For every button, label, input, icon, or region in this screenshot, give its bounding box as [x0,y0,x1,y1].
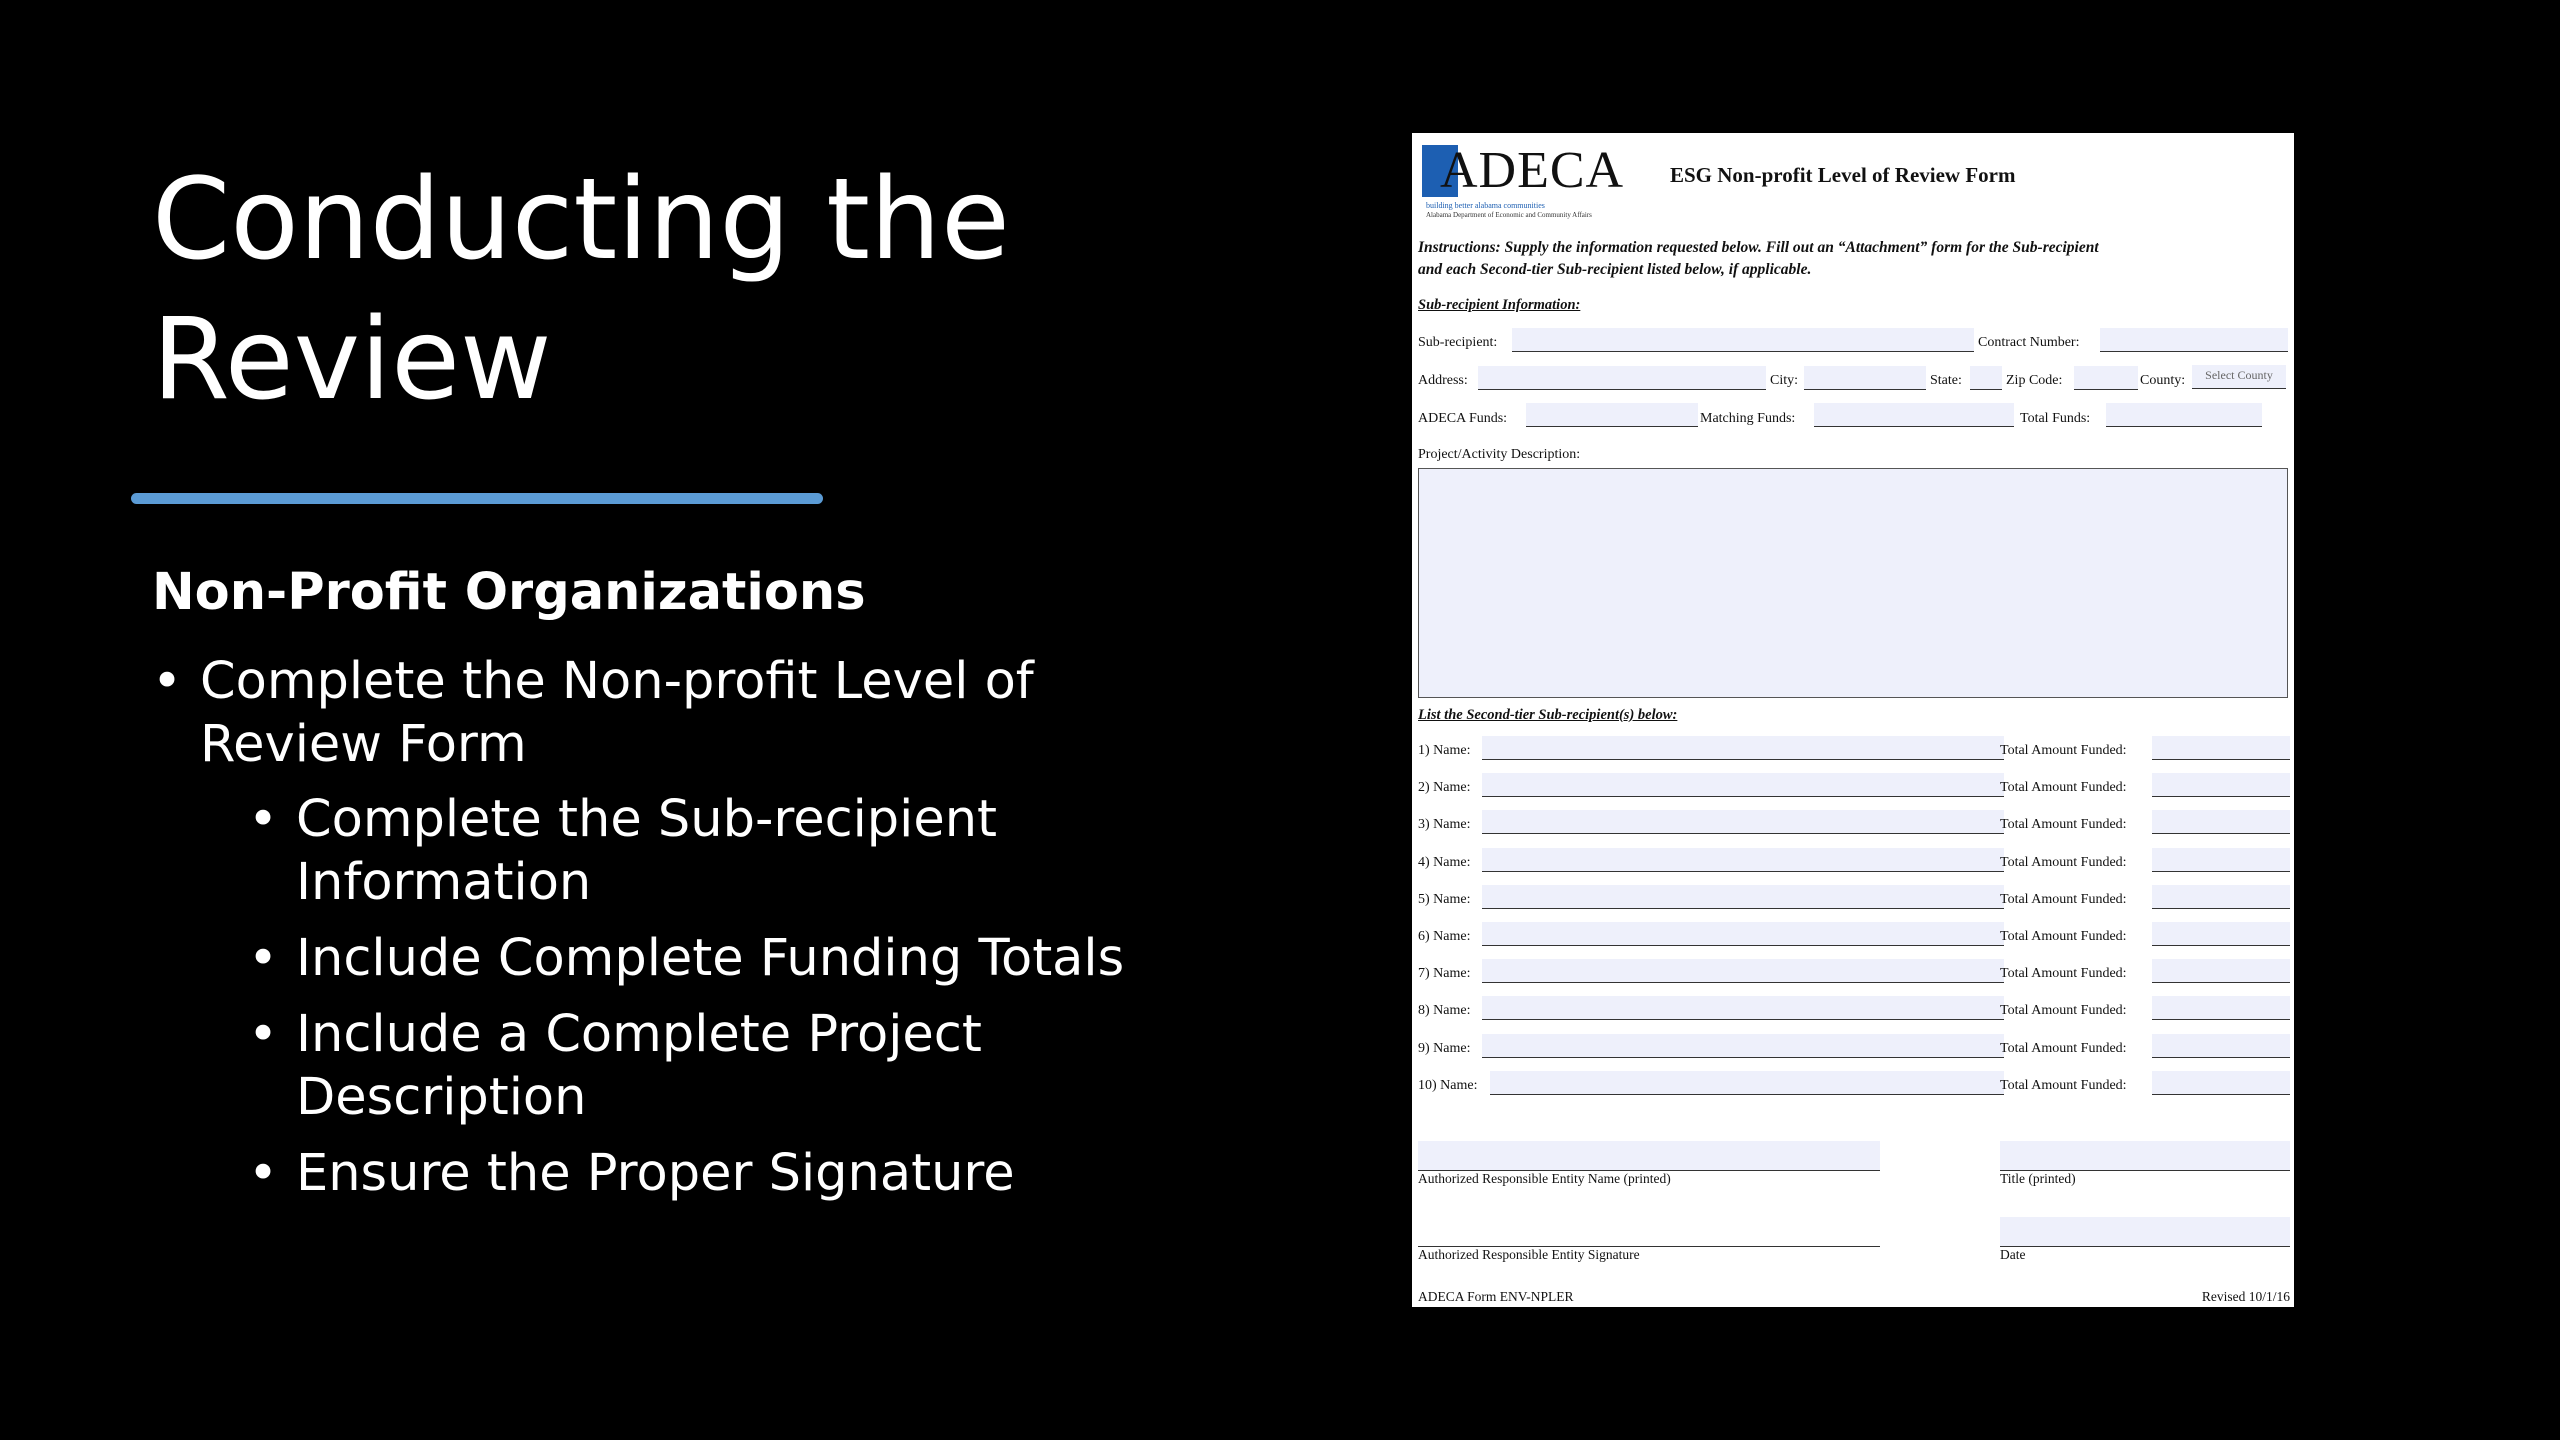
sub-bullet-text: • Include Complete Funding Totals [296,929,1125,988]
second-tier-name-label: 8) Name: [1418,1003,1471,1019]
sub-bullet-text: • Ensure the Proper Signature [296,1144,1015,1203]
matching-funds-field[interactable] [1814,403,2014,427]
instructions-line: Instructions: Supply the information requested below. Fill out an “Attachment” form for the Sub-recipient [1418,239,2099,256]
second-tier-name-label: 10) Name: [1418,1077,1478,1093]
state-field[interactable] [1970,366,2002,390]
subrecipient-field[interactable] [1512,328,1974,352]
second-tier-name-field[interactable] [1482,922,2004,946]
total-amount-funded-label: Total Amount Funded: [2000,1077,2127,1093]
second-tier-name-label: 3) Name: [1418,817,1471,833]
total-amount-funded-field[interactable] [2152,773,2290,797]
city-field[interactable] [1804,366,1926,390]
instructions-line: and each Second-tier Sub-recipient listed below, if applicable. [1418,261,1812,278]
slide-title [152,150,1152,430]
slide-subheading: Non-Profit Organizations [152,563,866,622]
subrecipient-label: Sub-recipient: [1418,335,1498,350]
adeca-logo-tagline: building better alabama communities [1426,201,1545,210]
total-amount-funded-field[interactable] [2152,848,2290,872]
form-id-footer: ADECA Form ENV-NPLER [1418,1289,1574,1304]
review-form-image [1412,133,2294,1307]
address-field[interactable] [1478,366,1766,390]
total-funds-label: Total Funds: [2020,411,2091,426]
second-tier-name-field[interactable] [1482,959,2004,983]
total-amount-funded-field[interactable] [2152,996,2290,1020]
zip-code-label: Zip Code: [2006,373,2063,388]
second-tier-name-label: 1) Name: [1418,743,1471,758]
entity-name-label: Authorized Responsible Entity Name (printed) [1418,1171,1671,1186]
contract-number-label: Contract Number: [1978,335,2080,350]
total-amount-funded-field[interactable] [2152,959,2290,983]
county-label: County: [2140,373,2186,388]
sub-bullet-item [248,1003,1152,1129]
section-subrecipient-heading: Sub-recipient Information: [1418,297,1581,313]
second-tier-name-field[interactable] [1482,810,2004,834]
second-tier-name-label: 9) Name: [1418,1040,1471,1056]
signature-field[interactable] [1418,1217,1880,1247]
bullet-item [152,650,1152,776]
total-amount-funded-label: Total Amount Funded: [2000,817,2127,833]
title-field[interactable] [2000,1141,2290,1171]
total-amount-funded-label: Total Amount Funded: [2000,929,2127,944]
second-tier-name-field[interactable] [1482,996,2004,1020]
bullet-text: Review Form [200,715,527,774]
total-amount-funded-label: Total Amount Funded: [2000,1003,2127,1019]
total-amount-funded-field[interactable] [2152,810,2290,834]
total-amount-funded-label: Total Amount Funded: [2000,966,2127,982]
section-second-tier-heading: List the Second-tier Sub-recipient(s) below: [1418,707,1678,723]
total-amount-funded-field[interactable] [2152,736,2290,760]
entity-name-field[interactable] [1418,1141,1880,1171]
zip-code-field[interactable] [2074,366,2138,390]
adeca-logo-text: ADECA [1440,142,1625,199]
title-accent-rule [131,493,823,504]
second-tier-name-field[interactable] [1482,736,2004,760]
total-amount-funded-label: Total Amount Funded: [2000,854,2127,870]
address-label: Address: [1418,373,1468,388]
adeca-funds-label: ADECA Funds: [1418,411,1508,426]
total-amount-funded-label: Total Amount Funded: [2000,780,2127,796]
second-tier-name-field[interactable] [1482,848,2004,872]
revision-footer: Revised 10/1/16 [2201,1289,2290,1304]
total-amount-funded-field[interactable] [2152,1071,2290,1095]
title-label: Title (printed) [2000,1171,2076,1186]
second-tier-name-label: 2) Name: [1418,780,1471,796]
second-tier-name-field[interactable] [1482,773,2004,797]
sub-bullet-text: • Include a Complete Project [296,1005,982,1064]
county-select[interactable]: Select County [2192,365,2286,389]
sub-bullet-text: Information [296,853,592,912]
second-tier-name-field[interactable] [1482,1034,2004,1058]
total-amount-funded-label: Total Amount Funded: [2000,743,2127,758]
adeca-funds-field[interactable] [1526,403,1698,427]
total-amount-funded-field[interactable] [2152,1034,2290,1058]
adeca-logo [1422,141,1625,219]
slide-title-line: Review [152,295,552,425]
total-amount-funded-label: Total Amount Funded: [2000,891,2127,907]
city-label: City: [1770,373,1799,388]
slide-title-line: Conducting the [152,155,1010,285]
sub-bullet-text: • Complete the Sub-recipient [296,790,998,849]
total-funds-field[interactable] [2106,403,2262,427]
form-title: ESG Non-profit Level of Review Form [1670,163,2016,187]
sub-bullet-item [248,788,1152,914]
form-instructions [1418,237,2288,281]
project-description-label: Project/Activity Description: [1418,447,1581,462]
sub-bullet-text: Description [296,1068,587,1127]
sub-bullet-item [248,927,1152,990]
sub-bullet-item [248,1142,1152,1205]
second-tier-name-field[interactable] [1490,1071,2004,1095]
second-tier-name-field[interactable] [1482,885,2004,909]
project-description-field[interactable] [1418,468,2288,698]
date-field[interactable] [2000,1217,2290,1247]
state-label: State: [1930,373,1962,388]
adeca-logo-subline: Alabama Department of Economic and Community Affairs [1426,211,1592,219]
second-tier-name-label: 6) Name: [1418,929,1471,944]
total-amount-funded-field[interactable] [2152,922,2290,946]
total-amount-funded-label: Total Amount Funded: [2000,1040,2127,1056]
second-tier-name-label: 4) Name: [1418,854,1471,870]
date-label: Date [2000,1247,2026,1262]
matching-funds-label: Matching Funds: [1700,411,1796,426]
total-amount-funded-field[interactable] [2152,885,2290,909]
signature-label: Authorized Responsible Entity Signature [1418,1247,1640,1262]
bullet-list [152,650,1152,1218]
bullet-text: • Complete the Non-profit Level of [200,652,1034,711]
contract-number-field[interactable] [2100,328,2288,352]
second-tier-name-label: 5) Name: [1418,891,1471,907]
second-tier-name-label: 7) Name: [1418,966,1471,982]
